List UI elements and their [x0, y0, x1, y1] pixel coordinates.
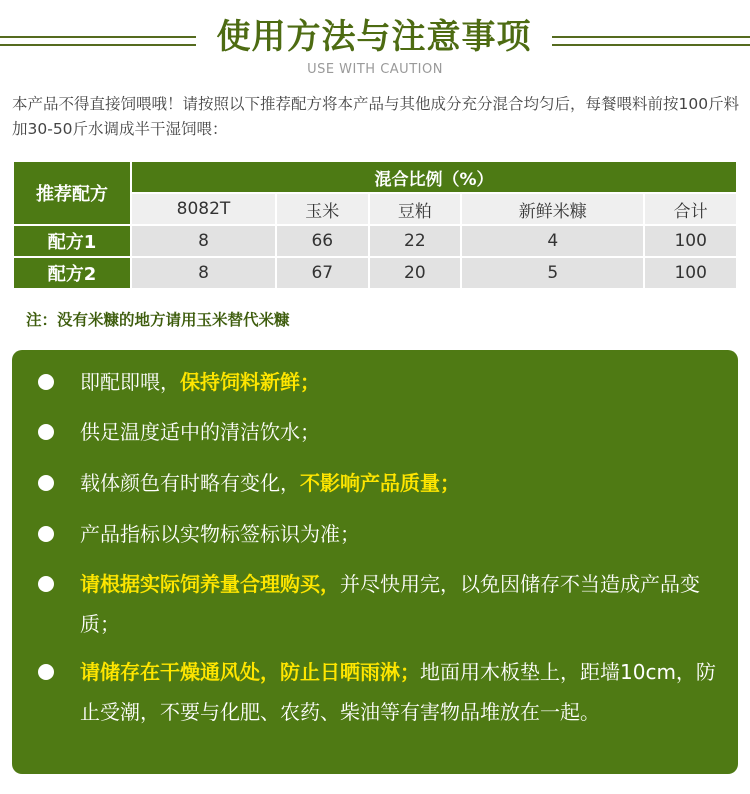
- row-label: 配方2: [14, 258, 130, 288]
- bullet-icon: [38, 664, 54, 680]
- tips-panel: [12, 350, 738, 774]
- column-header: 新鲜米糠: [462, 194, 643, 224]
- tip-highlight: 请储存在干燥通风处，防止日晒雨淋；: [80, 660, 420, 684]
- header: [0, 14, 750, 84]
- tip-item: [38, 564, 728, 644]
- tip-text: 地面用木板垫上，距墙10cm，防止受潮，不要与化肥、农药、柴油等有害物品堆放在一起。: [80, 660, 716, 724]
- decorative-rule-right: [552, 36, 750, 46]
- tip-text: 载体颜色有时略有变化，: [80, 471, 300, 495]
- tip-text: 并尽快用完，以免因储存不当造成产品变质；: [80, 572, 700, 636]
- tip-text: 产品指标以实物标签标识为准；: [80, 522, 360, 546]
- tip-highlight: 请根据实际饲养量合理购买，: [80, 572, 340, 596]
- table-row: [14, 258, 736, 288]
- bullet-icon: [38, 374, 54, 390]
- page-subtitle: USE WITH CAUTION: [307, 62, 443, 77]
- tip-item: [38, 463, 728, 503]
- bullet-icon: [38, 576, 54, 592]
- table-cell: 4: [462, 226, 643, 256]
- tip-item: [38, 652, 728, 732]
- bullet-icon: [38, 526, 54, 542]
- tip-item: [38, 362, 728, 402]
- tip-item: [38, 514, 728, 554]
- column-header: 8082T: [132, 194, 275, 224]
- bullet-icon: [38, 475, 54, 491]
- column-header: 玉米: [277, 194, 368, 224]
- table-note: 注：没有米糠的地方请用玉米替代米糠: [26, 311, 290, 329]
- table-cell: 5: [462, 258, 643, 288]
- tip-highlight: 不影响产品质量；: [300, 471, 460, 495]
- row-header-label: 推荐配方: [14, 162, 130, 224]
- formula-table: [12, 160, 738, 290]
- page-title: 使用方法与注意事项: [216, 17, 532, 57]
- table-row: [14, 226, 736, 256]
- table-cell: 66: [277, 226, 368, 256]
- tip-highlight: 保持饲料新鲜；: [180, 370, 320, 394]
- decorative-rule-left: [0, 36, 196, 46]
- table-cell: 22: [370, 226, 461, 256]
- table-cell: 20: [370, 258, 461, 288]
- table-cell: 8: [132, 226, 275, 256]
- table-cell: 67: [277, 258, 368, 288]
- table-cell: 8: [132, 258, 275, 288]
- tip-item: [38, 412, 728, 452]
- table-cell: 100: [645, 258, 736, 288]
- row-label: 配方1: [14, 226, 130, 256]
- intro-text: 本产品不得直接饲喂哦！请按照以下推荐配方将本产品与其他成分充分混合均匀后，每餐喂料前按100斤料加30-50斤水调成半干湿饲喂：: [12, 95, 740, 138]
- column-header: 合计: [645, 194, 736, 224]
- table-cell: 100: [645, 226, 736, 256]
- column-header: 豆粕: [370, 194, 461, 224]
- group-header: 混合比例（%）: [132, 162, 736, 192]
- tip-text: 供足温度适中的清洁饮水；: [80, 420, 320, 444]
- bullet-icon: [38, 424, 54, 440]
- tip-text: 即配即喂，: [80, 370, 180, 394]
